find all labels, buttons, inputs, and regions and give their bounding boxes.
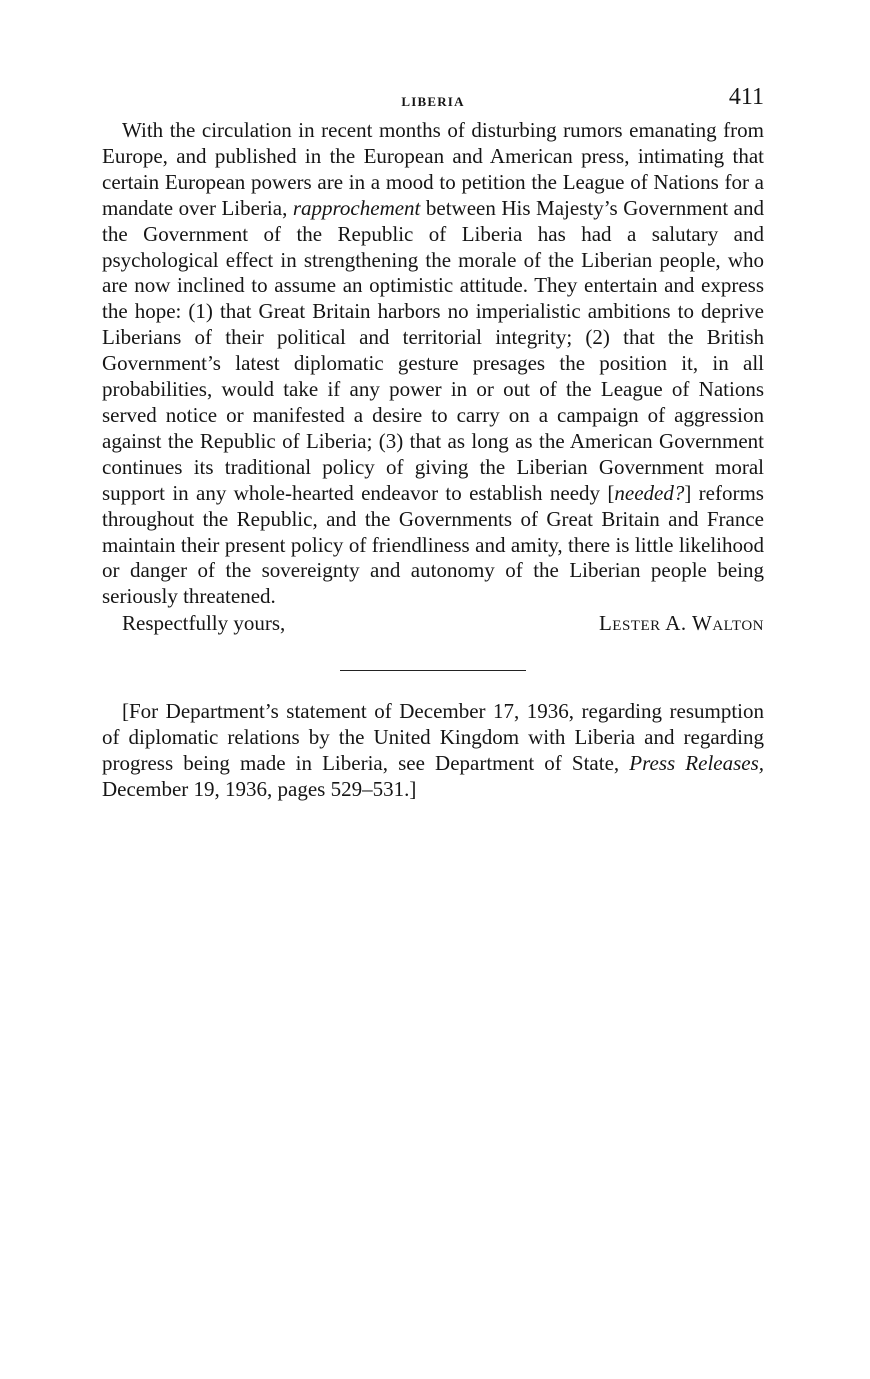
page-number: 411 [728,84,764,110]
letter-text-part-2: between His Majesty’s Government and the Government of the Republic of Liberia has had a salutary and psychological effect in strengthening the morale of the Liberian people, who are now inclined to assume an optimistic attitude. They entertain and express the hope: (1) that Great Britain harbors no imperialistic ambitions to deprive Liberians of their political and territorial integrity; (2) that the British Government’s latest diplomatic gesture presages the position it, in all probabilities, would take if any power in or out of the League of Nations served notice or manifested a desire to carry on a campaign of aggression against the Republic of Liberia; (3) that as long as the American Government continues its traditional policy of giving the Liberian Government moral support in any whole-hearted endeavor to establish needy [ [102,195,765,505]
signature-line [102,610,764,640]
italic-editorial-insert: needed? [614,480,685,505]
section-divider [340,670,526,671]
editorial-note-part-2: December 19, 1936, pages 529–531.] [102,776,417,801]
press-releases-title: Press Releases, [629,751,765,776]
editorial-note [102,699,764,803]
closing-salutation: Respectfully yours, [122,611,286,636]
editorial-note-part-1: [For Department’s statement of December 17, 1936, regarding resumption of diplomatic relations by the United Kingdom with Liberia and regarding progress being made in Liberia, see Department of State, [102,699,764,776]
running-head [102,84,764,118]
letter-text-part-3: ] reforms throughout the Republic, and the Governments of Great Britain and France maintain their present policy of friendliness and amity, there is little likelihood or danger of the sovereignty and autonomy of the Liberian people being seriously threatened. [102,480,764,609]
letter-text-part-1: With the circulation in recent months of disturbing rumors emanating from Europe, and published in the European and American press, intimating that certain European powers are in a mood to petition the League of Nations for a mandate over Liberia, [102,118,764,220]
letter-paragraph [102,118,764,610]
letter-body [102,118,764,610]
italic-term-rapprochement: rapprochement [292,195,421,220]
editorial-note-paragraph [102,699,764,803]
signer-name: Lester A. Walton [598,611,764,636]
running-title: LIBERIA [401,94,465,109]
document-page [102,84,764,803]
